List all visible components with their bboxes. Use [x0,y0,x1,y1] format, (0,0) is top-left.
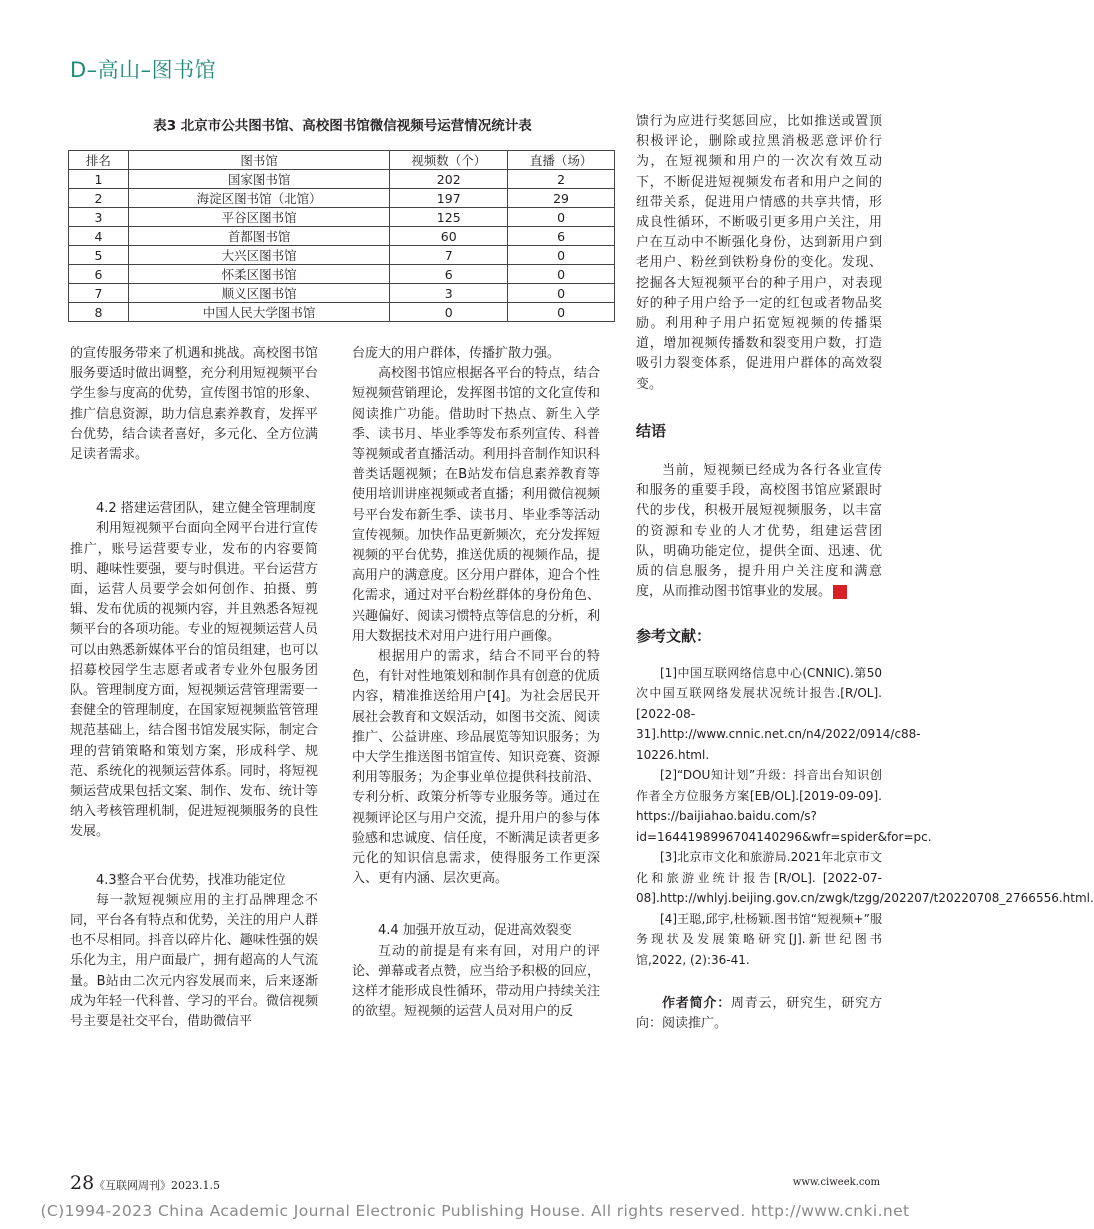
reference-item: [1]中国互联网络信息中心(CNNIC).第50次中国互联网络发展状况统计报告.[R/OL].[2022-08-31].http://www.cnnic.net.cn/n4/2022/0914/c88-10226.html. [636,665,921,762]
cell-rank: 7 [69,284,129,303]
reference-item: [2]“DOU知计划”升级：抖音出台知识创作者全方位服务方案[EB/OL].[2019-09-09]. https://baijiahao.baidu.com/s?id=1644198996704140296&wfr=spider&for=pc. [636,768,932,844]
header-library: 图书馆 [128,151,389,170]
paragraph: 每一款短视频应用的主打品牌理念不同，平台各有特点和优势，关注的用户人群也不尽相同。抖音以碎片化、趣味性强的娱乐化为主，用户面最广，拥有超高的人气流量。B站由二次元内容发展而来，后来逐渐成为年轻一代科普、学习的平台。微信视频号主要是社交平台，借助微信平 [70,892,318,1030]
stats-table [68,150,615,322]
author-text: 周青云，研究生，研究方向：阅读推广。 [636,996,882,1032]
cell-live: 0 [508,208,615,227]
cell-videos: 125 [390,208,508,227]
header-rank: 排名 [69,151,129,170]
header-videos: 视频数（个） [390,151,508,170]
cell-rank: 6 [69,265,129,284]
text-column-3 [636,112,1094,1035]
table-row [69,170,615,189]
text-column-2 [352,344,600,1023]
cell-videos: 3 [390,284,508,303]
page-footer [70,1172,880,1198]
cell-library: 顺义区图书馆 [128,284,389,303]
cell-rank: 4 [69,227,129,246]
cell-live: 29 [508,189,615,208]
cell-rank: 3 [69,208,129,227]
cell-videos: 60 [390,227,508,246]
cell-library: 海淀区图书馆（北馆） [128,189,389,208]
table-row [69,208,615,227]
cell-live: 0 [508,265,615,284]
paragraph: 台庞大的用户群体，传播扩散力强。 [352,346,561,361]
table-row [69,227,615,246]
table-title: 表3 北京市公共图书馆、高校图书馆微信视频号运营情况统计表 [153,118,532,134]
cell-videos: 197 [390,189,508,208]
cell-videos: 7 [390,246,508,265]
paragraph: 利用短视频平台面向全网平台进行宣传推广，账号运营要专业，发布的内容要简明、趣味性要强，要与时俱进。平台运营方面，运营人员要学会如何创作、拍摄、剪辑、发布优质的视频内容，并且熟悉各短视频平台的各项功能。专业的短视频运营人员可以由熟悉新媒体平台的馆员组建，也可以招募校园学生志愿者或者专业外包服务团队。管理制度方面，短视频运营管理需要一套健全的管理制度，在国家短视频监管管理规范基础上，结合图书馆发展实际，制定合理的营销策略和策划方案，形成科学、规范、系统化的视频运营体系。同时，将短视频运营成果包括文案、制作、发布、统计等纳入考核管理机制，促进短视频服务的良性发展。 [70,521,318,840]
subheading-4-4: 4.4 加强开放互动，促进高效裂变 [378,923,572,939]
author-info [636,994,882,1034]
subheading-4-3: 4.3整合平台优势，找准功能定位 [96,872,286,888]
conclusion-text: 当前，短视频已经成为各行各业宣传和服务的重要手段，高校图书馆应紧跟时代的步伐，积极开展短视频服务，以丰富的资源和专业的人才优势，组建运营团队，明确功能定位，提供全面、迅速、优质的信息服务，提升用户关注度和满意度，从而推动图书馆事业的发展。 [636,463,882,600]
page-number: 28 [70,1172,95,1194]
paragraph: 馈行为应进行奖惩回应，比如推送或置顶积极评论，删除或拉黑消极恶意评价行为，在短视频和用户的一次次有效互动下，不断促进短视频发布者和用户之间的纽带关系，促进用户情感的共享共情，形成良性循环，不断吸引更多用户关注，用户在互动中不断强化身份，达到新用户到老用户、粉丝到铁粉身份的变化。发现、挖掘各大短视频平台的种子用户，对表现好的种子用户给予一定的红包或者物品奖励。利用种子用户拓宽短视频的传播渠道，增加视频传播数和裂变用户数，打造吸引力裂变体系，促进用户群体的高效裂变。 [636,114,882,392]
cell-live: 2 [508,170,615,189]
cell-rank: 8 [69,303,129,322]
header-live: 直播（场） [508,151,615,170]
table-row [69,265,615,284]
text-column-1 [70,344,318,1032]
references-list [636,663,1094,971]
cell-live: 6 [508,227,615,246]
paragraph: 根据用户的需求，结合不同平台的特色，有针对性地策划和制作具有创意的优质内容，精准推送给用户[4]。为社会居民开展社会教育和文娱活动，如图书交流、阅读推广、公益讲座、珍品展览等知识服务；为中大学生推送图书馆宣传、知识竞赛、资源利用等服务；为企事业单位提供科技前沿、专利分析、政策分析等专业服务等。通过在视频评论区与用户交流，提升用户的参与体验感和忠诚度、信任度，不断满足读者更多元化的知识信息需求，使得服务工作更深入、更有内涵、层次更高。 [352,649,600,887]
author-label: 作者简介： [662,996,731,1012]
conclusion-heading: 结语 [636,421,667,440]
copyright-notice: (C)1994-2023 China Academic Journal Electronic Publishing House. All rights reserved. http://www.cnki.net [40,1202,910,1220]
cell-videos: 0 [390,303,508,322]
cell-live: 0 [508,246,615,265]
paragraph: 互动的前提是有来有回，对用户的评论、弹幕或者点赞，应当给予积极的回应，这样才能形成良性循环，带动用户持续关注的欲望。短视频的运营人员对用户的反 [352,943,600,1020]
section-tag: D–高山–图书馆 [70,58,217,82]
subheading-4-2: 4.2 搭建运营团队，建立健全管理制度 [96,501,316,517]
cell-library: 平谷区图书馆 [128,208,389,227]
cell-videos: 6 [390,265,508,284]
journal-website: www.ciweek.com [792,1177,880,1188]
cell-library: 怀柔区图书馆 [128,265,389,284]
cell-rank: 5 [69,246,129,265]
cell-rank: 1 [69,170,129,189]
table-row [69,303,615,322]
reference-item: [4]王聪,邱宇,杜杨颖.图书馆“短视频+”服务现状及发展策略研究[J].新世纪图书馆,2022, (2):36-41. [636,911,882,967]
cell-library: 中国人民大学图书馆 [128,303,389,322]
cell-videos: 202 [390,170,508,189]
cell-library: 大兴区图书馆 [128,246,389,265]
paragraph: 高校图书馆应根据各平台的特点，结合短视频营销理论，发挥图书馆的文化宣传和阅读推广功能。借助时下热点、新生入学季、读书月、毕业季等发布系列宣传、科普等视频或者直播活动。利用抖音制作知识科普类话题视频；在B站发布信息素养教育等使用培训讲座视频或者直播；利用微信视频号平台发布新生季、读书月、毕业季等活动宣传视频。加快作品更新频次，充分发挥短视频的平台优势，推送优质的视频作品，提高用户的满意度。区分用户群体，迎合个性化需求，通过对平台粉丝群体的身份角色、兴趣偏好、阅读习惯特点等信息的分析，利用大数据技术对用户进行用户画像。 [352,366,600,644]
paragraph [636,461,882,602]
table-row [69,189,615,208]
cell-library: 国家图书馆 [128,170,389,189]
cell-live: 0 [508,303,615,322]
cell-live: 0 [508,284,615,303]
table-header-row [69,151,615,170]
references-heading: 参考文献： [636,627,712,646]
journal-name: 《互联网周刊》2023.1.5 [94,1179,220,1192]
reference-item: [3]北京市文化和旅游局.2021年北京市文化和旅游业统计报告[R/OL]. [2022-07-08].http://whlyj.beijing.gov.cn/zwgk/tzgg/202207/t20220708_2766556.html. [636,850,1094,906]
cell-library: 首都图书馆 [128,227,389,246]
paragraph: 的宣传服务带来了机遇和挑战。高校图书馆服务要适时做出调整，充分利用短视频平台学生参与度高的优势，宣传图书馆的形象、推广信息资源，助力信息素养教育，发挥平台优势，结合读者喜好，多元化、全方位满足读者需求。 [70,346,318,463]
cell-rank: 2 [69,189,129,208]
table-row [69,284,615,303]
end-mark-icon: ↗ [833,585,847,599]
table-row [69,246,615,265]
